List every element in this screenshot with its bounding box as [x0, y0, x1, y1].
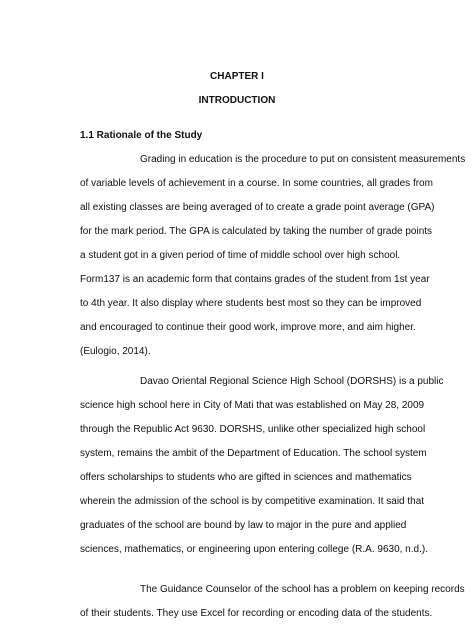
paragraph-2-line-4: system, remains the ambit of the Department of Education. The school system: [80, 448, 427, 459]
paragraph-1-line-3: all existing classes are being averaged of to create a grade point average (GPA): [80, 202, 435, 213]
section-heading: 1.1 Rationale of the Study: [80, 130, 203, 141]
paragraph-1-line-9: (Eulogio, 2014).: [80, 346, 151, 357]
paragraph-1-line-1: Grading in education is the procedure to put on consistent measurements: [140, 154, 466, 165]
paragraph-1-line-5: a student got in a given period of time of middle school over high school.: [80, 250, 401, 261]
paragraph-1-line-8: and encouraged to continue their good work, improve more, and aim higher.: [80, 322, 416, 333]
paragraph-2-line-7: graduates of the school are bound by law to major in the pure and applied: [80, 520, 407, 531]
paragraph-2-line-8: sciences, mathematics, or engineering upon entering college (R.A. 9630, n.d.).: [80, 544, 428, 555]
paragraph-1-line-2: of variable levels of achievement in a course. In some countries, all grades from: [80, 178, 433, 189]
paragraph-1-line-4: for the mark period. The GPA is calculated by taking the number of grade points: [80, 226, 433, 237]
paragraph-2-line-1: Davao Oriental Regional Science High School (DORSHS) is a public: [140, 376, 444, 387]
chapter-title: INTRODUCTION: [198, 95, 276, 106]
paragraph-3-line-1: The Guidance Counselor of the school has a problem on keeping records: [140, 584, 465, 595]
paragraph-1-line-7: to 4th year. It also display where students best most so they can be improved: [80, 298, 422, 309]
paragraph-2-line-2: science high school here in City of Mati that was established on May 28, 2009: [80, 400, 425, 411]
paragraph-3-line-2: of their students. They use Excel for recording or encoding data of the students.: [80, 608, 433, 619]
chapter-number: CHAPTER I: [210, 71, 264, 82]
paragraph-2-line-3: through the Republic Act 9630. DORSHS, unlike other specialized high school: [80, 424, 426, 435]
paragraph-2-line-5: offers scholarships to students who are gifted in sciences and mathematics: [80, 472, 412, 483]
paragraph-1-line-6: Form137 is an academic form that contains grades of the student from 1st year: [80, 274, 430, 285]
paragraph-2-line-6: wherein the admission of the school is by competitive examination. It said that: [80, 496, 425, 507]
